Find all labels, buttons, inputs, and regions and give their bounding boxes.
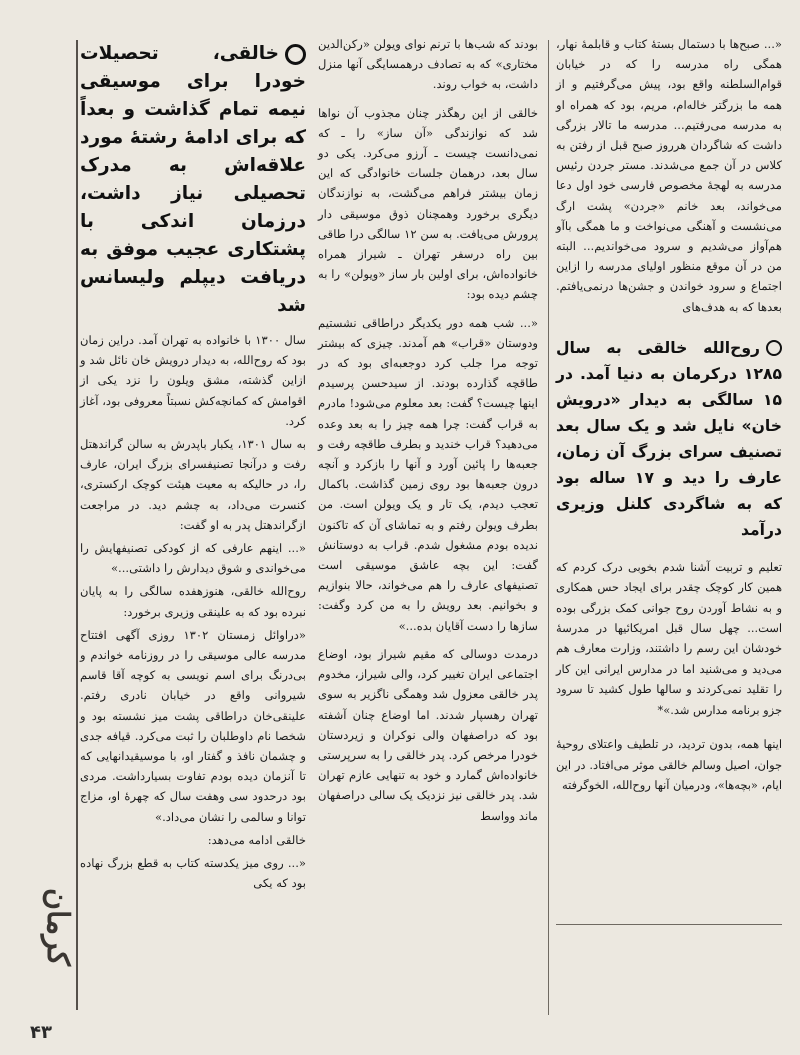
page-number: ۴۳ xyxy=(30,1022,52,1043)
quote-paragraph: «... روی میز یکدسته کتاب به قطع بزرگ نهاده بود که یکی xyxy=(80,856,306,891)
circle-bullet-icon xyxy=(766,340,782,356)
paragraph: به سال ۱۳۰۱، یکبار باپدرش به سالن گراندهتل رفت و درآنجا تصنیفسرای بزرگ ایران، عارف را، در حالیکه به معیت هیئت کوچک ارکستری، کنسرت می‌داد، به چشم دید. در مراجعت ازگراندهتل پدر به او گفت: xyxy=(80,437,307,532)
paragraph: خالقی از این رهگذر چنان مجذوب آن نواها شد که نوازندگی «آن ساز» را ـ که نمی‌دانست چیست ـ آرزو می‌کرد. یکی دو سال بعد، درهمان جلسات خانوادگی که این زمان بیشتر فراهم می‌گشت، به نوازندگان دیگری برخورد وهمچنان ذوق موسیقی دار پرورش می‌یافت. به سن ۱۲ سالگی درا طاقی بین راه درسفر تهران ـ شیراز همراه خانواده‌اش، برای اولین بار ساز «ویولن» را به چشم دیده بود: xyxy=(318,105,538,302)
paragraph: درمدت دوسالی که مقیم شیراز بود، اوضاع اجتماعی ایران تغییر کرد، والی شیراز، مخدوم پدر خالقی معزول شد وهمگی ناگزیر به سوی تهران رهسپار شدند. اما اوضاع چنان آشفته بود که دراصفهان والی نوکران و زیردستان خودرا مرخص کرد. پدر خالقی را به سرپرستی خانواده‌اش گمارد و خود به تنهایی عازم تهران شد. پدر خالقی نیز نزدیک یک سالی دراصفهان ماند وواسط xyxy=(318,646,538,823)
pull-quote-text: روح‌الله خالقی به سال ۱۲۸۵ درکرمان به دنیا آمد. در ۱۵ سالگی به دیدار «درویش خان» نایل شد و یک سال بعد تصنیف سرای بزرگ آن زمان، عارف را دید و ۱۷ ساله بود که به شاگردی کلنل وزیری درآمد xyxy=(556,338,782,539)
paragraph: روح‌الله خالقی، هنوزهفده سالگی را به پایان نبرده بود که به علینقی وزیری برخورد: xyxy=(80,584,306,619)
paragraph: «... صبح‌ها با دستمال بستهٔ کتاب و قابلمهٔ نهار، همگی راه مدرسه را که در خیابان قوام‌السلطنه واقع بود، پیش می‌گرفتیم و از همه ما بزرگتر خاله‌ام، مریم، بود که همراه او به مدرسه می‌رفتیم... مدرسه ما تالار بزرگی داشت که شاگردان هرروز صبح قبل از رفتن به کلاس در آن جمع می‌شدند. مستر جردن رئیس مدرسه به لهجهٔ مخصوص فارسی خود اول دعا می‌خواند، بعد خانم «جردن» پشت ارگ می‌نشست و آهنگی می‌نواخت و ما همگی باآو هم‌آواز می‌شدیم و سرود می‌خواندیم... البته من در آن موقع منظور اولیای مدرسه را ازاین اجتماع و سرود خواندن و جشن‌ها درنمی‌یافتم. بعدها که به هدف‌های xyxy=(556,37,782,314)
paragraph: خالقی ادامه می‌دهد: xyxy=(207,832,306,847)
pull-quote xyxy=(80,34,306,320)
column-left xyxy=(80,34,306,896)
logo-text: کرمان xyxy=(40,888,75,967)
magazine-logo xyxy=(12,880,75,1010)
section-divider xyxy=(556,924,782,925)
margin-rule xyxy=(76,40,78,1010)
paragraph: تعلیم و تربیت آشنا شدم بخوبی درک کردم که همین کار کوچک چقدر برای ایجاد حس همکاری و به نشاط آوردن روح جوانی کمک بزرگی بوده است... چهل سال قبل امریکائیها در مدرسهٔ خودشان این رسم را داشتند، وزارت معارف هم می‌دید و می‌شنید اما در مدارس ایرانی این کار را تقلید نمی‌کردند و سالها طول کشید تا سرود جزو برنامه مدارس شد.»* xyxy=(556,559,782,717)
quote-paragraph: «دراوائل زمستان ۱۳۰۲ روزی آگهی افتتاح مدرسه عالی موسیقی را در روزنامه خواندم و بی‌درنگ برای اسم نویسی به کوچه آقا قاسم شیروانی واقع در خیابان نادری رفتم. علینقی‌خان دراطاقی پشت میز نشسته بود و شخصا نام داوطلبان را ثبت می‌کرد. قیافه جدی و چشمان نافذ و گفتار او، با موسیقیدانهایی که تا آنزمان دیده بودم تفاوت بسیارداشت. مردی بود درحدود سی وهفت سال که چهرهٔ او، مزاج توانا و سالمی را نشان می‌داد.» xyxy=(80,627,306,824)
column-divider xyxy=(548,40,549,1015)
circle-bullet-icon xyxy=(285,44,306,65)
pull-quote-text: خالقی، تحصیلات خودرا برای موسیقی نیمه تمام گذاشت و بعداً که برای ادامهٔ رشتهٔ مورد علاقه‌اش به مدرک تحصیلی نیاز داشت، درزمان اندکی با پشتکاری عجیب موفق به دریافت دیپلم ولیسانس شد xyxy=(80,43,306,316)
paragraph: بودند که شب‌ها با ترنم نوای ویولن «رکن‌الدین مختاری» که به تصادف درهمسایگی آنها منزل داشت، به خواب روند. xyxy=(318,37,538,92)
quote-paragraph: «... شب همه دور یکدیگر دراطاقی نشستیم ودوستان «قراب» هم آمدند. چیزی که بیشتر توجه مرا جلب کرد دوجعبه‌ای بود که در طاقچه گذارده بودند. از سیدحسن پرسیدم اینها چیست؟ گفت: بعد معلوم می‌شود! مادرم به قراب گفت: چرا همه چیز را به بعد وعده می‌دهید؟ قراب خندید و بطرف طاقچه رفت و جعبه‌ها را پائین آورد و آنها را بازکرد و آنچه درون جعبه‌ها بود روی زمین گذاشت. باکمال تعجب دیدم، یک تار و یک ویولن است. من بطرف ویولن رفتم و به تماشای آن که تاکنون ندیده بودم مشغول شدم. قراب به دوستانش گفت: این بچه عاشق موسیقی است تصنیفهای عارف را هم می‌خواند، حالا بنوازیم و بخوانیم. بعد رویش را به من کرد وگفت: سازها را دست آقایان بده...» xyxy=(318,315,538,633)
pull-quote xyxy=(556,335,782,543)
paragraph: اینها همه، بدون تردید، در تلطیف واعتلای روحیهٔ جوان، اصیل وسالم خالقی موثر می‌افتاد. در این ایام، «بچه‌ها»، ودرمیان آنها روح‌الله، الخوگرفته xyxy=(556,737,782,792)
quote-paragraph: «... اینهم عارفی که از کودکی تصنیفهایش را می‌خواندی و شوق دیدارش را داشتی...» xyxy=(80,541,306,576)
column-middle xyxy=(318,34,538,829)
column-right xyxy=(556,34,782,798)
paragraph: سال ۱۳۰۰ با خانواده به تهران آمد. دراین زمان بود که روح‌الله، به دیدار درویش خان نائل شد و ازاین گذشته، مشق ویلون را نزد یکی از اقوامش که کمانچه‌کش نسبتاً معروفی بود، آغاز کرد. xyxy=(80,333,307,428)
